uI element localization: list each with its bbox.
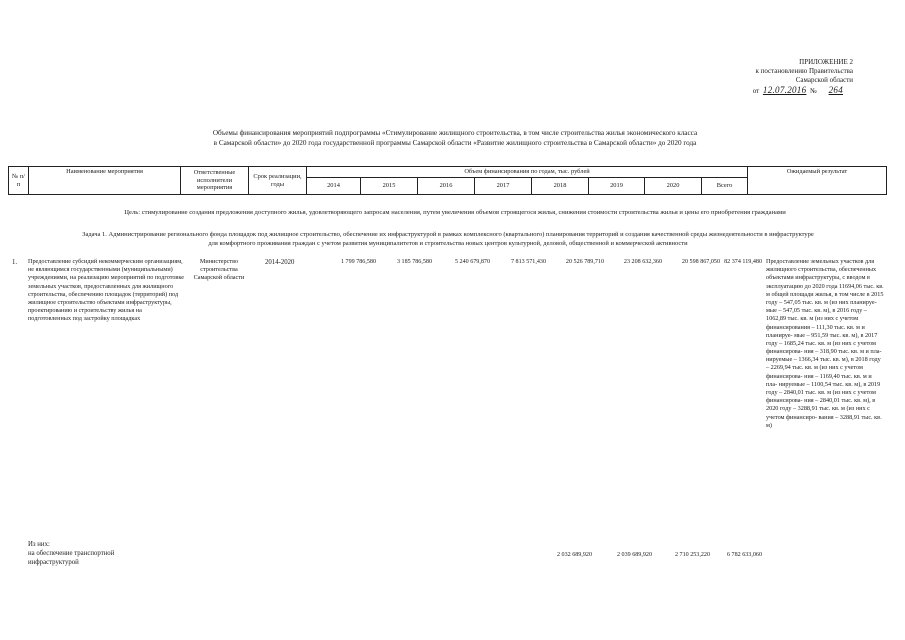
- year-2020: 2020: [645, 178, 702, 195]
- task-line-2: для комфортного проживания граждан с учетом развития муниципалитетов и строительства новых центров культурной, деловой, общественной и коммерческой активности: [208, 240, 688, 248]
- header-name: Наименование мероприятия: [29, 167, 181, 195]
- task-block: [8, 230, 888, 248]
- value-2017: 7 813 571,430: [510, 259, 546, 265]
- year-total: Всего: [702, 178, 748, 195]
- value-2018: 20 526 789,710: [565, 259, 604, 265]
- appendix-from-label: от: [752, 86, 760, 95]
- header-financing: Объем финансирования по годам, тыс. рублей: [307, 167, 748, 178]
- row-period: 2014-2020: [265, 259, 295, 266]
- year-2018: 2018: [532, 178, 589, 195]
- document-title: [110, 128, 800, 149]
- appendix-title: ПРИЛОЖЕНИЕ 2: [799, 58, 853, 66]
- year-2016: 2016: [418, 178, 475, 195]
- header-table: [8, 166, 887, 195]
- year-2014: 2014: [307, 178, 361, 195]
- value-2015: 3 185 786,580: [396, 259, 432, 265]
- value-2019: 23 208 632,360: [623, 259, 662, 265]
- header-executor: Ответственные исполнители мероприятия: [181, 167, 249, 195]
- header-period: Срок реализации, годы: [249, 167, 307, 195]
- year-2015: 2015: [361, 178, 418, 195]
- appendix-date-line: [753, 85, 853, 97]
- header-num: № п/п: [9, 167, 29, 195]
- value-total: 82 374 119,480: [724, 259, 762, 265]
- sub-label-1: Из них:: [28, 541, 50, 548]
- header-result: Ожидаемый результат: [748, 167, 887, 195]
- sub-value-2018: 2 039 689,920: [616, 552, 652, 558]
- row-measure-name: Предоставление субсидий некоммерческим организациям, не являющимся государственными (муниципальными) учреждениями, на реализацию мероприятий по подготовке земельных участков, предоставленных для жилищного строительства, обеспечению площадок (территорий) под жилищное строительство объектами инфраструктуры, проектированию и строительству жилья на подготовленных под застройку площадках: [28, 258, 184, 323]
- appendix-date: 12.07.2016: [762, 84, 807, 95]
- title-line-2: в Самарской области» до 2020 года государственной программы Самарской области «Развитие жилищного строительства в Самарской области» до 2020 года: [213, 139, 697, 148]
- year-2017: 2017: [475, 178, 532, 195]
- task-line-1: Задача 1. Администрирование регионального фонда площадок под жилищное строительство, обеспечение их инфраструктурой в рамках комплексного (квартального) планирования территорий и создания качественной среды жизнедеятельности в инфраструктуре: [82, 231, 814, 238]
- title-line-1: Объемы финансирования мероприятий подпрограммы «Стимулирование жилищного строительства, в том числе строительства жилья экономического класса: [212, 129, 698, 137]
- sub-value-total: 6 782 633,060: [726, 552, 762, 558]
- sub-value-2019: 2 710 253,220: [674, 552, 710, 558]
- sub-label-2: на обеспечение транспортной инфраструктурой: [28, 550, 115, 566]
- appendix-block: [753, 58, 853, 96]
- row-expected-result: Предоставление земельных участков для жилищного строительства, обеспеченных объектами инфраструктуры, с вводом в эксплуатацию до 2020 года 11694,06 тыс. кв. м общей площади жилья, в том числе в 2015 году – 547,05 тыс. кв. м (из них планируе- мые – 547,05 тыс. кв. м), в 2016 году – 1062,89 тыс. кв. м (из них с учетом финансирования – 111,30 тыс. кв. м и планируе- мые – 951,59 тыс. кв. м), в 2017 году – 1685,24 тыс. кв. м (из них с учетом финансирова- ния – 318,90 тыс. кв. м и пла- нируемые – 1366,34 тыс. кв. м), в 2018 году – 2269,94 тыс. кв. м (из них с учетом финансирова- ния – 1169,40 тыс. кв. м и пла- нируемые – 1100,54 тыс. кв. м), в 2019 году – 2840,01 тыс. кв. м (из них с учетом финансирова- ния – 2840,01 тыс. кв. м), в 2020 году – 3288,91 тыс. кв. м (из них с учетом финансиро- вания – 3288,91 тыс. кв. м): [766, 258, 884, 429]
- appendix-number-label: №: [810, 86, 817, 95]
- value-2020: 20 598 867,050: [681, 259, 720, 265]
- value-2016: 5 240 679,870: [454, 259, 490, 265]
- value-2014: 1 799 786,580: [340, 259, 376, 265]
- row-number: 1.: [12, 259, 18, 266]
- year-2019: 2019: [589, 178, 645, 195]
- appendix-line-3: Самарской области: [795, 75, 853, 84]
- appendix-number: 264: [828, 84, 843, 95]
- appendix-line-2: к постановлению Правительства: [755, 66, 853, 75]
- row-executor: Министерство строительства Самарской области: [193, 258, 245, 282]
- sub-value-2017: 2 032 689,920: [556, 552, 592, 558]
- goal-text: Цель: стимулирование создания предложения доступного жилья, удовлетворяющего запросам населения, путем увеличения объемов строящегося жилья, снижения стоимости строительства жилья и цены его приобретения гражданами: [124, 209, 786, 216]
